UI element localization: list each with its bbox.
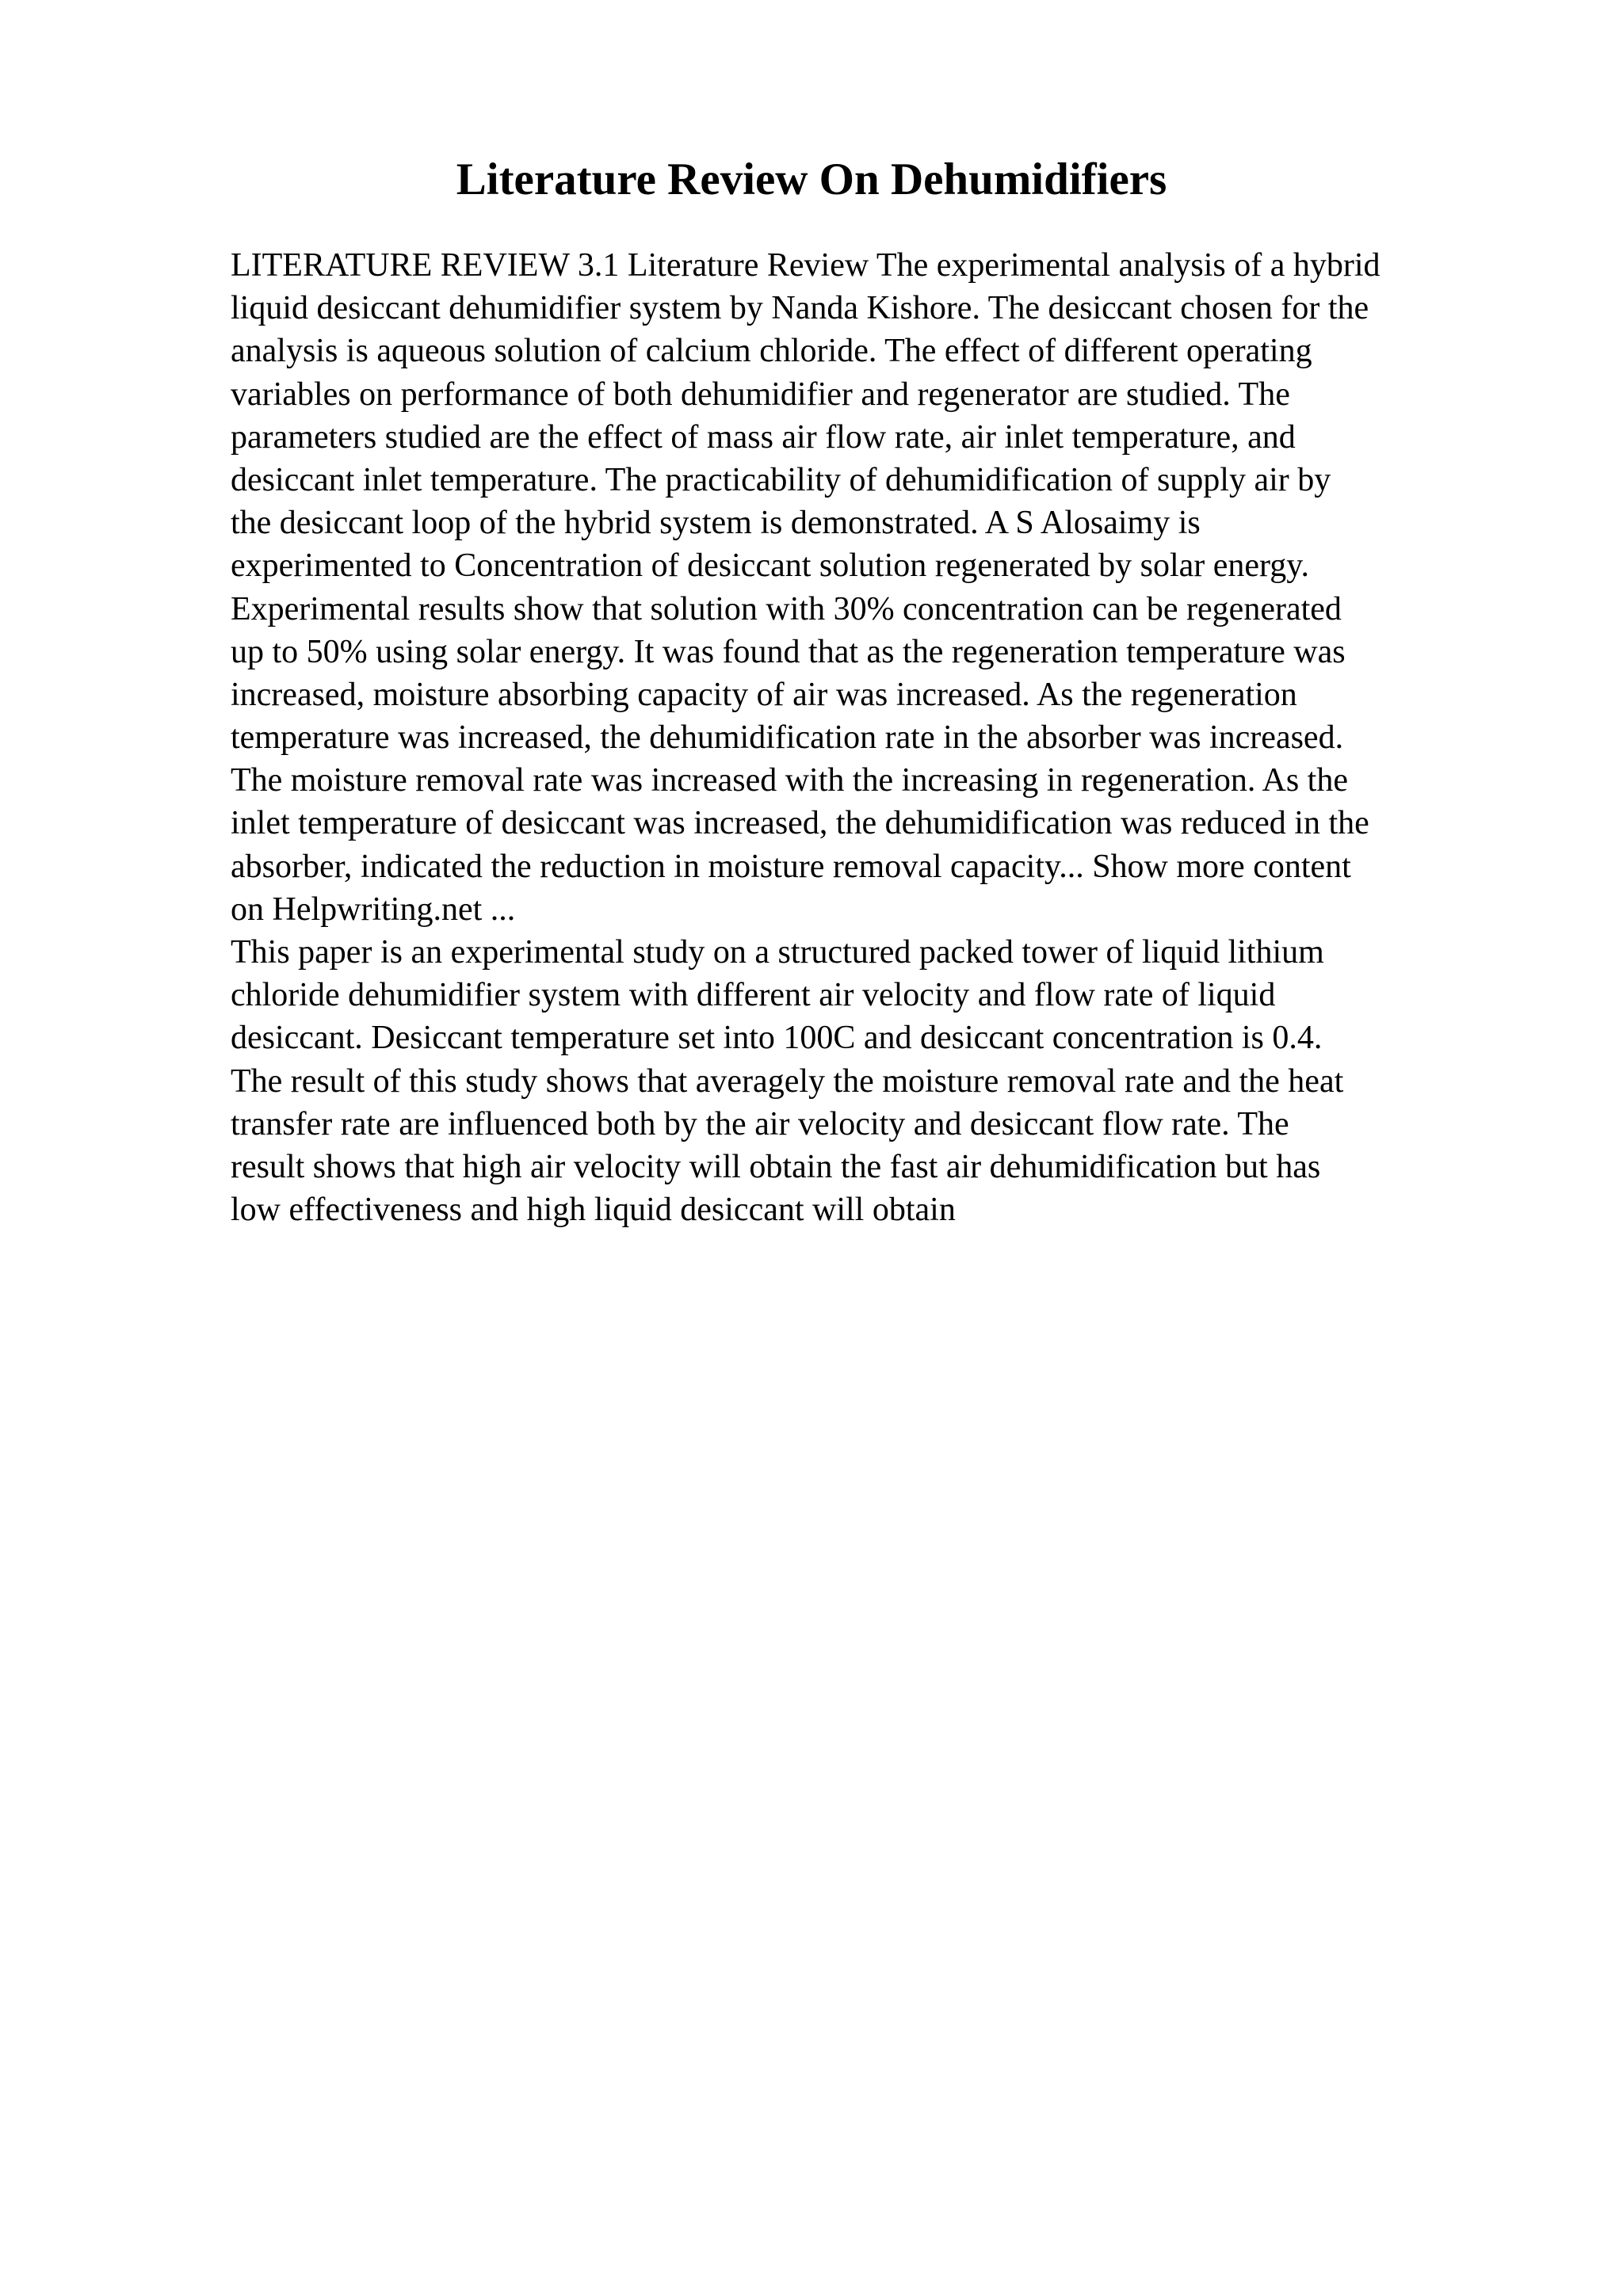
body-line: chloride dehumidifier system with different air velocity and flow rate of liquid xyxy=(231,977,1276,1014)
body-line: parameters studied are the effect of mass air flow rate, air inlet temperature, and xyxy=(231,418,1296,456)
body-line: transfer rate are influenced both by the air velocity and desiccant flow rate. The xyxy=(231,1105,1289,1142)
body-line: liquid desiccant dehumidifier system by Nanda Kishore. The desiccant chosen for the xyxy=(231,290,1369,327)
body-line: desiccant. Desiccant temperature set into 100C and desiccant concentration is 0.4. xyxy=(231,1020,1323,1057)
body-line: The result of this study shows that averagely the moisture removal rate and the heat xyxy=(231,1062,1344,1100)
body-line: variables on performance of both dehumidifier and regenerator are studied. The xyxy=(231,376,1290,413)
body-line: temperature was increased, the dehumidification rate in the absorber was increased. xyxy=(231,719,1344,757)
body-line: experimented to Concentration of desiccant solution regenerated by solar energy. xyxy=(231,547,1310,585)
document-body xyxy=(231,244,1530,1231)
body-line: result shows that high air velocity will obtain the fast air dehumidification but has xyxy=(231,1148,1321,1185)
body-line: analysis is aqueous solution of calcium chloride. The effect of different operating xyxy=(231,333,1312,370)
body-line: This paper is an experimental study on a structured packed tower of liquid lithium xyxy=(231,934,1324,971)
body-line: on Helpwriting.net ... xyxy=(231,891,516,928)
body-line: desiccant inlet temperature. The practicability of dehumidification of supply air by xyxy=(231,461,1331,498)
body-line: up to 50% using solar energy. It was found that as the regeneration temperature was xyxy=(231,633,1346,670)
body-line: LITERATURE REVIEW 3.1 Literature Review The experimental analysis of a hybrid xyxy=(231,247,1381,284)
body-line: the desiccant loop of the hybrid system is demonstrated. A S Alosaimy is xyxy=(231,505,1201,542)
body-line: inlet temperature of desiccant was increased, the dehumidification was reduced in the xyxy=(231,805,1369,842)
body-line: Experimental results show that solution with 30% concentration can be regenerated xyxy=(231,590,1342,627)
body-line: increased, moisture absorbing capacity of air was increased. As the regeneration xyxy=(231,676,1297,713)
body-line: absorber, indicated the reduction in moisture removal capacity... Show more content xyxy=(231,848,1351,885)
document-title: Literature Review On Dehumidifiers xyxy=(456,154,1167,204)
body-line: The moisture removal rate was increased with the increasing in regeneration. As the xyxy=(231,762,1348,799)
body-line: low effectiveness and high liquid desiccant will obtain xyxy=(231,1192,956,1229)
